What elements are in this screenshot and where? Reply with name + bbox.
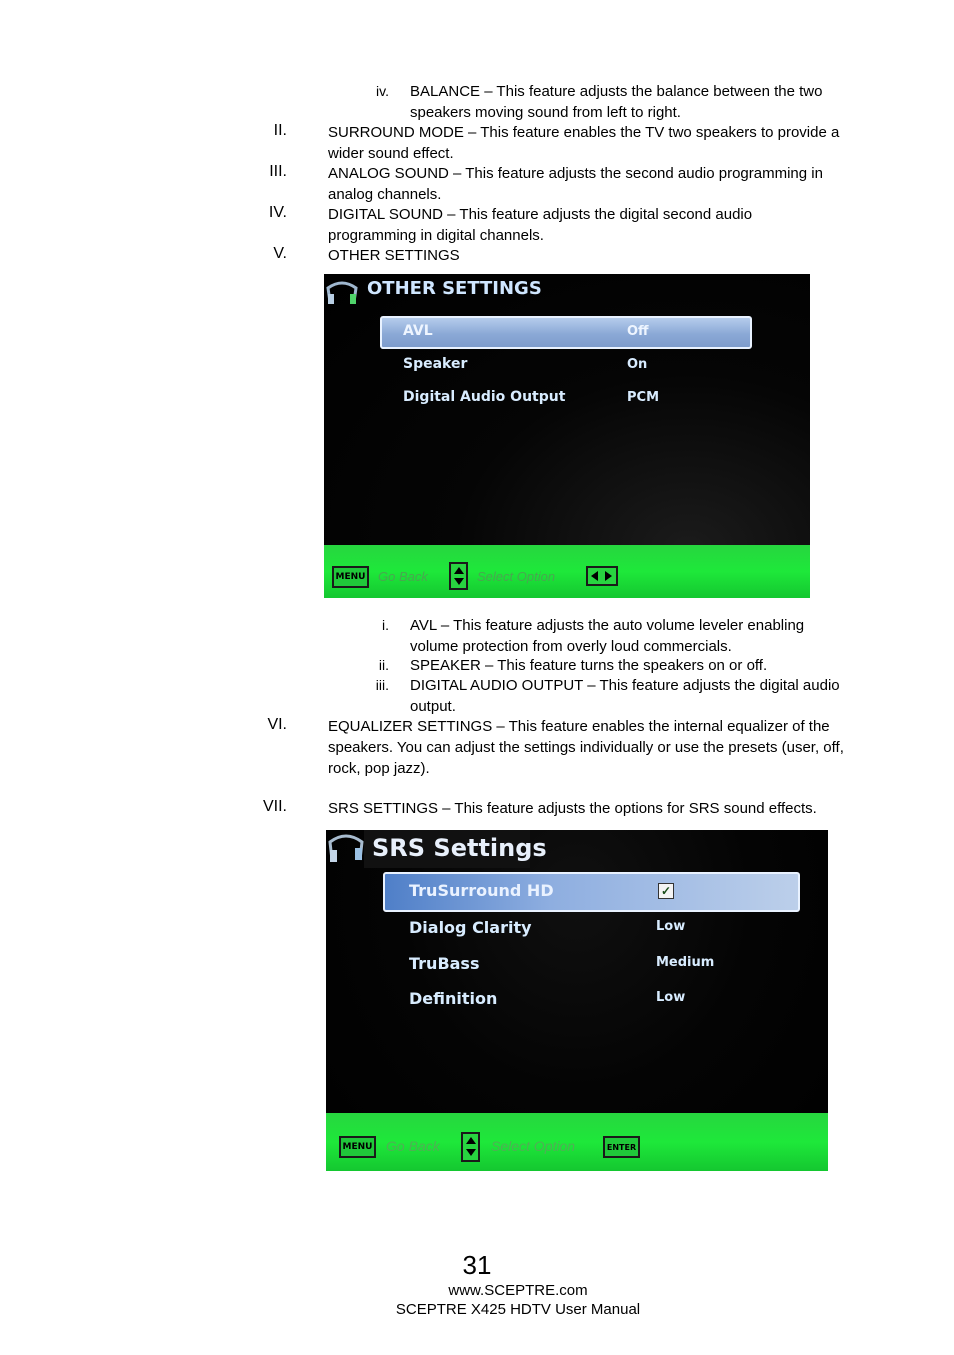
selected-row-highlight bbox=[380, 316, 752, 349]
menu-help-bar bbox=[326, 1113, 828, 1171]
menu-row-definition-value: Low bbox=[656, 990, 686, 1005]
other-settings-title: OTHER SETTINGS bbox=[367, 278, 542, 299]
menu-key-icon: MENU bbox=[332, 566, 369, 588]
avl-description: AVL – This feature adjusts the auto volume leveler enabling volume protection from overly loud commercials. bbox=[410, 617, 805, 655]
footer-website: www.SCEPTRE.com bbox=[448, 1282, 588, 1299]
item-number-iii: iii. bbox=[375, 677, 389, 693]
section-number-IV: IV. bbox=[268, 204, 287, 221]
enter-key-icon: ENTER bbox=[603, 1136, 640, 1158]
menu-row-avl-label[interactable]: AVL bbox=[403, 323, 433, 339]
menu-row-definition-label[interactable]: Definition bbox=[409, 989, 498, 1008]
section-number-III: III. bbox=[269, 163, 287, 180]
menu-row-avl-value: Off bbox=[627, 324, 649, 339]
menu-help-bar bbox=[324, 545, 810, 598]
balance-description: BALANCE – This feature adjusts the balance between the two speakers moving sound from left to right. bbox=[410, 83, 823, 121]
headphones-icon bbox=[328, 834, 364, 864]
go-back-hint: Go Back bbox=[386, 1138, 440, 1154]
menu-row-trusurround-label[interactable]: TruSurround HD bbox=[409, 881, 554, 900]
other-settings-heading: OTHER SETTINGS bbox=[328, 247, 460, 264]
surround-mode-description: SURROUND MODE – This feature enables the TV two speakers to provide a wider sound effect. bbox=[328, 124, 840, 162]
menu-key-icon: MENU bbox=[339, 1136, 376, 1158]
up-down-key-icon bbox=[461, 1132, 480, 1162]
menu-row-speaker-label[interactable]: Speaker bbox=[403, 356, 468, 372]
item-number-iv: iv. bbox=[376, 83, 389, 99]
section-number-II: II. bbox=[273, 122, 287, 139]
item-number-i: i. bbox=[382, 617, 389, 633]
item-number-ii: ii. bbox=[378, 657, 389, 673]
srs-settings-screenshot bbox=[326, 830, 828, 1171]
go-back-hint: Go Back bbox=[378, 569, 428, 584]
select-option-hint: Select Option bbox=[491, 1138, 576, 1154]
speaker-description: SPEAKER – This feature turns the speakers on or off. bbox=[410, 657, 768, 674]
analog-sound-description: ANALOG SOUND – This feature adjusts the second audio programming in analog channels. bbox=[328, 165, 823, 203]
footer-manual-title: SCEPTRE X425 HDTV User Manual bbox=[395, 1301, 641, 1318]
menu-row-dialog-clarity-label[interactable]: Dialog Clarity bbox=[409, 918, 532, 937]
page-number: 31 bbox=[462, 1250, 492, 1280]
checkbox-checked-icon[interactable]: ✓ bbox=[658, 883, 674, 899]
menu-row-trubass-label[interactable]: TruBass bbox=[409, 954, 480, 973]
srs-settings-title: SRS Settings bbox=[372, 834, 547, 862]
srs-settings-description: SRS SETTINGS – This feature adjusts the options for SRS sound effects. bbox=[328, 800, 817, 817]
section-number-VII: VII. bbox=[262, 798, 287, 815]
left-right-key-icon bbox=[586, 566, 618, 586]
headphones-icon bbox=[326, 280, 358, 306]
menu-row-digital-audio-label[interactable]: Digital Audio Output bbox=[403, 389, 566, 405]
section-number-V: V. bbox=[273, 245, 287, 262]
section-number-VI: VI. bbox=[267, 716, 287, 733]
menu-row-speaker-value: On bbox=[627, 357, 648, 372]
digital-audio-output-description: DIGITAL AUDIO OUTPUT – This feature adjusts the digital audio output. bbox=[410, 677, 840, 715]
up-down-key-icon bbox=[449, 562, 468, 590]
digital-sound-description: DIGITAL SOUND – This feature adjusts the digital second audio programming in digital channels. bbox=[328, 206, 753, 244]
select-option-hint: Select Option bbox=[477, 569, 556, 584]
menu-row-trubass-value: Medium bbox=[656, 955, 715, 970]
equalizer-settings-description: EQUALIZER SETTINGS – This feature enables the internal equalizer of the speakers. You can adjust the settings individually or use the presets (user, off, rock, pop jazz). bbox=[328, 718, 844, 777]
other-settings-screenshot bbox=[324, 274, 810, 598]
menu-row-dialog-clarity-value: Low bbox=[656, 919, 686, 934]
menu-row-digital-audio-value: PCM bbox=[627, 390, 660, 405]
